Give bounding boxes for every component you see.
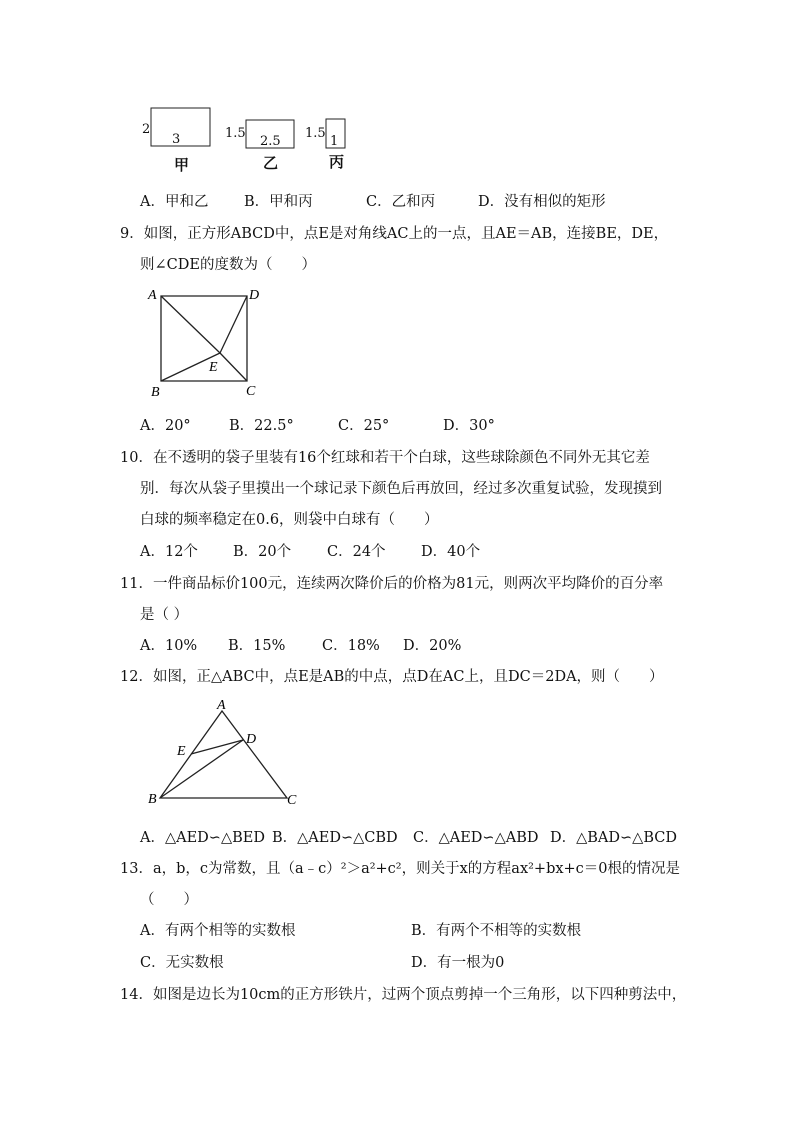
q12-stem-line1: 12．如图，正△ABC中，点E是AB的中点，点D在AC上，且DC＝2DA，则（ ）	[120, 669, 664, 685]
q8-option-b: B．甲和丙	[244, 194, 313, 210]
q13-stem-line2: （ ）	[140, 892, 198, 908]
q11-option-c: C．18%	[322, 638, 380, 654]
q10-stem-line1: 10．在不透明的袋子里装有16个红球和若干个白球，这些球除颜色不同外无其它差	[120, 450, 650, 466]
q12-option-b: B．△AED∽△CBD	[272, 830, 398, 846]
q11-option-a: A．10%	[140, 638, 198, 654]
q9-label-c: C	[246, 384, 256, 399]
q9-option-b: B．22.5°	[229, 418, 294, 434]
q9-label-d: D	[249, 288, 260, 303]
q12-option-d: D．△BAD∽△BCD	[550, 830, 677, 846]
rect-jia-name: 甲	[174, 156, 190, 174]
rect-yi-name: 乙	[263, 154, 279, 172]
q9-option-a: A．20°	[140, 418, 191, 434]
q9-stem-line1: 9．如图，正方形ABCD中，点E是对角线AC上的一点，且AE＝AB，连接BE，DE，	[120, 226, 669, 242]
q11-stem-line1: 11．一件商品标价100元，连续两次降价后的价格为81元，则两次平均降价的百分率	[120, 576, 664, 592]
q12-option-c: C．△AED∽△ABD	[413, 830, 539, 846]
q12-label-c: C	[287, 793, 297, 808]
rect-bing-bottom-label: 1	[330, 134, 339, 149]
q12-label-e: E	[177, 744, 186, 759]
q8-option-d: D．没有相似的矩形	[478, 194, 606, 210]
q9-label-e: E	[209, 360, 218, 375]
q11-stem-line2: 是（ ）	[140, 607, 189, 623]
q9-label-a: A	[148, 288, 157, 303]
rect-bing-side-label: 1.5	[305, 126, 326, 141]
q13-stem-line1: 13．a，b，c为常数，且（a﹣c）²＞a²+c²，则关于x的方程ax²+bx+c＝0根的情况是	[120, 861, 681, 877]
q13-option-d: D．有一根为0	[411, 955, 505, 971]
rect-yi-side-label: 1.5	[225, 126, 246, 141]
q13-option-c: C．无实数根	[140, 955, 224, 971]
q9-option-c: C．25°	[338, 418, 390, 434]
q12-option-a: A．△AED∽△BED	[140, 830, 265, 846]
q9-label-b: B	[151, 385, 160, 400]
q12-label-a: A	[217, 698, 226, 713]
q10-option-d: D．40个	[421, 544, 481, 560]
segment-ed	[191, 740, 243, 754]
rect-yi-bottom-label: 2.5	[260, 134, 281, 149]
q10-option-b: B．20个	[233, 544, 292, 560]
q10-stem-line2: 别．每次从袋子里摸出一个球记录下颜色后再放回，经过多次重复试验，发现摸到	[140, 481, 662, 497]
rect-bing-name: 丙	[329, 153, 345, 171]
q8-option-c: C．乙和丙	[366, 194, 436, 210]
rect-jia-side-label: 2	[142, 122, 151, 137]
q12-label-d: D	[246, 732, 257, 747]
rect-jia-bottom-label: 3	[172, 132, 181, 147]
q10-option-a: A．12个	[140, 544, 198, 560]
q11-option-d: D．20%	[403, 638, 462, 654]
q10-option-c: C．24个	[327, 544, 386, 560]
q12-label-b: B	[148, 792, 157, 807]
q13-option-b: B．有两个不相等的实数根	[411, 923, 582, 939]
q13-option-a: A．有两个相等的实数根	[140, 923, 296, 939]
q8-option-a: A．甲和乙	[140, 194, 209, 210]
segment-bd	[160, 740, 243, 798]
q10-stem-line3: 白球的频率稳定在0.6，则袋中白球有（ ）	[140, 512, 439, 528]
q9-stem-line2: 则∠CDE的度数为（ ）	[140, 257, 316, 273]
q9-option-d: D．30°	[443, 418, 495, 434]
q11-option-b: B．15%	[228, 638, 286, 654]
q14-stem-line1: 14．如图是边长为10cm的正方形铁片，过两个顶点剪掉一个三角形，以下四种剪法中，	[120, 987, 687, 1003]
